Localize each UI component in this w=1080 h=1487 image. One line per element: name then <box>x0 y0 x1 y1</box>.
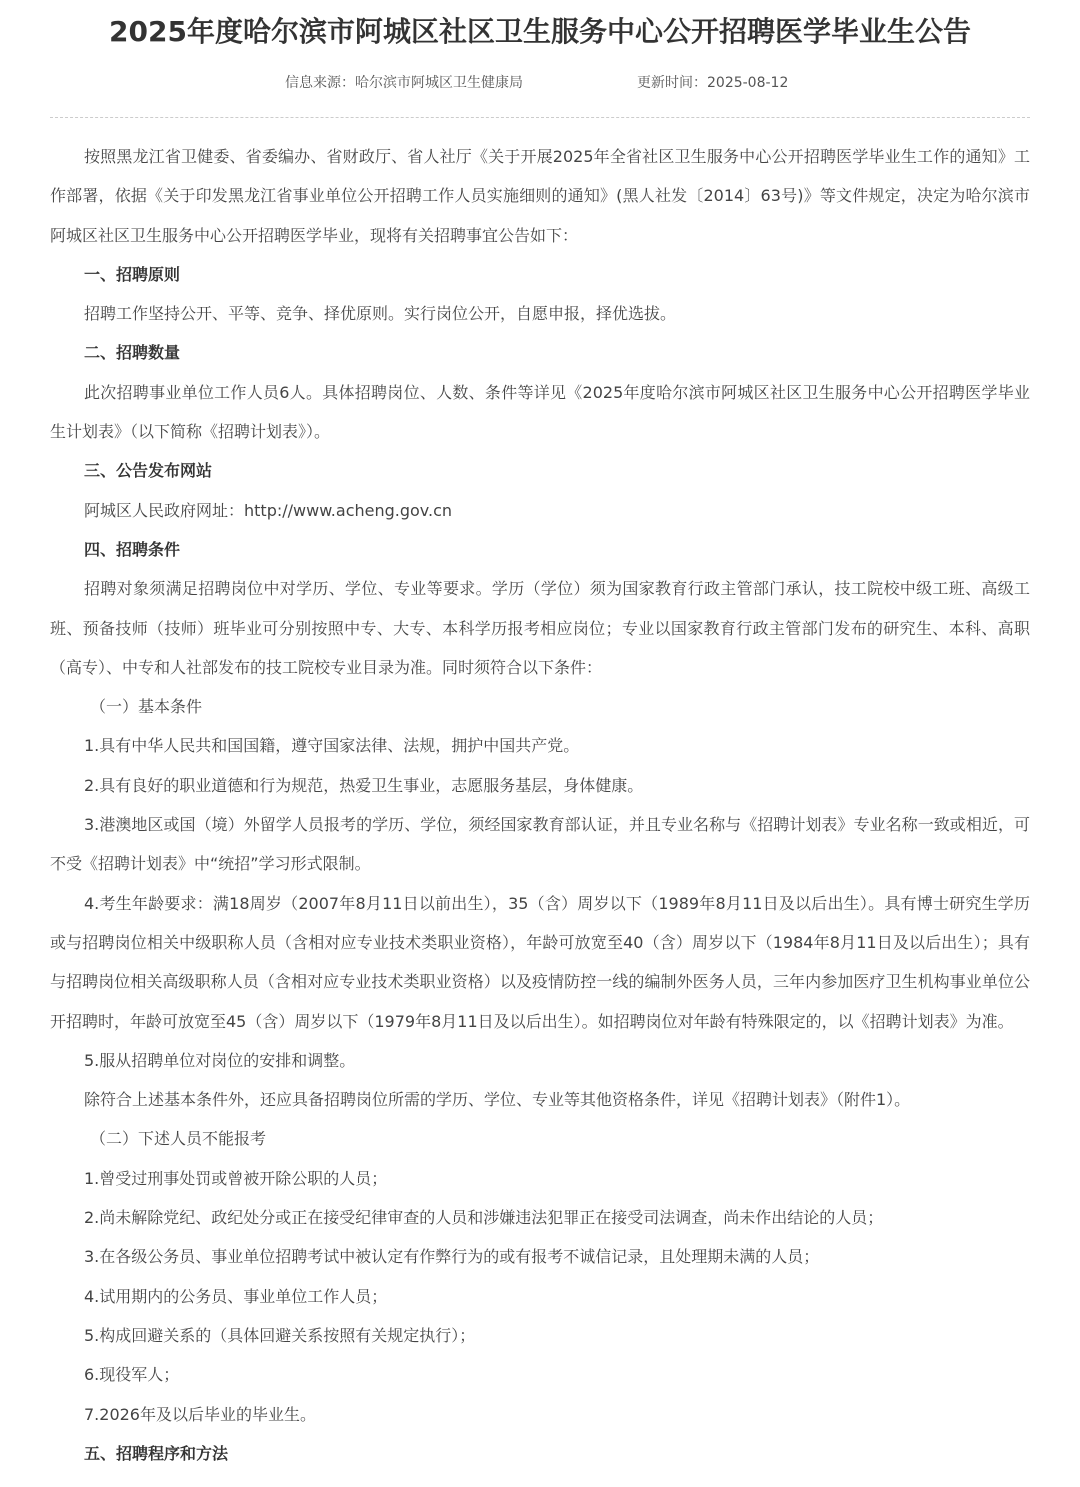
list-item: 4.试用期内的公务员、事业单位工作人员； <box>84 1286 388 1306</box>
intro-paragraph: 按照黑龙江省卫健委、省委编办、省财政厅、省人社厅《关于开展2025年全省社区卫生服务中心公开招聘医学毕业生工作的通知》工作部署，依据《关于印发黑龙江省事业单位公开招聘工作人员实施细则的通知》(黑人社发〔2014〕63号)》等文件规定，决定为哈尔滨市阿城区社区卫生服务中心公开招聘医学毕业，现将有关招聘事宜公告如下： <box>50 147 1030 245</box>
paragraph: 招聘工作坚持公开、平等、竞争、择优原则。实行岗位公开，自愿申报，择优选拔。 <box>84 304 677 324</box>
update-time: 更新时间：2025-08-12 <box>637 75 789 91</box>
article-body <box>50 137 1030 1473</box>
section-heading: 四、招聘条件 <box>84 539 181 559</box>
website-paragraph: 阿城区人民政府网址：http://www.acheng.gov.cn <box>84 500 453 520</box>
list-item: 3.在各级公务员、事业单位招聘考试中被认定有作弊行为的或有报考不诚信记录，且处理期未满的人员； <box>84 1247 820 1267</box>
article-meta <box>0 72 1080 94</box>
list-item: 5.构成回避关系的（具体回避关系按照有关规定执行）； <box>84 1325 476 1345</box>
list-item: 7.2026年及以后毕业的毕业生。 <box>84 1404 316 1424</box>
list-item: 1.曾受过刑事处罚或曾被开除公职的人员； <box>84 1168 388 1188</box>
subsection-heading: （一）基本条件 <box>90 697 203 717</box>
info-source: 信息来源：哈尔滨市阿城区卫生健康局 <box>285 75 523 91</box>
section-heading: 三、公告发布网站 <box>84 461 213 481</box>
subsection-heading: （二）下述人员不能报考 <box>90 1129 267 1149</box>
page-title: 2025年度哈尔滨市阿城区社区卫生服务中心公开招聘医学毕业生公告 <box>109 15 971 48</box>
divider <box>50 117 1030 118</box>
list-item: 5.服从招聘单位对岗位的安排和调整。 <box>84 1050 356 1070</box>
section-heading: 二、招聘数量 <box>84 343 181 363</box>
list-item: 4.考生年龄要求：满18周岁（2007年8月11日以前出生），35（含）周岁以下（1989年8月11日及以后出生）。具有博士研究生学历或与招聘岗位相关中级职称人员（含相对应专业技术类职业资格），年龄可放宽至40（含）周岁以下（1984年8月11日及以后出生）；具有与招聘岗位相关高级职称人员（含相对应专业技术类职业资格）以及疫情防控一线的编制外医务人员，三年内参加医疗卫生机构事业单位公开招聘时，年龄可放宽至45（含）周岁以下（1979年8月11日及以后出生）。如招聘岗位对年龄有特殊限定的，以《招聘计划表》为准。 <box>50 893 1030 1031</box>
paragraph: 此次招聘事业单位工作人员6人。具体招聘岗位、人数、条件等详见《2025年度哈尔滨市阿城区社区卫生服务中心公开招聘医学毕业生计划表》（以下简称《招聘计划表》）。 <box>50 382 1030 442</box>
list-item: 2.具有良好的职业道德和行为规范，热爱卫生事业，志愿服务基层，身体健康。 <box>84 775 644 795</box>
list-item: 6.现役军人； <box>84 1365 180 1385</box>
section-heading: 五、招聘程序和方法 <box>84 1443 229 1463</box>
list-item: 1.具有中华人民共和国国籍，遵守国家法律、法规，拥护中国共产党。 <box>84 736 580 756</box>
paragraph: 招聘对象须满足招聘岗位中对学历、学位、专业等要求。学历（学位）须为国家教育行政主管部门承认，技工院校中级工班、高级工班、预备技师（技师）班毕业可分别按照中专、大专、本科学历报考相应岗位；专业以国家教育行政主管部门发布的研究生、本科、高职（高专）、中专和人社部发布的技工院校专业目录为准。同时须符合以下条件： <box>50 579 1030 677</box>
paragraph: 除符合上述基本条件外，还应具备招聘岗位所需的学历、学位、专业等其他资格条件，详见《招聘计划表》（附件1）。 <box>84 1090 911 1110</box>
section-heading: 一、招聘原则 <box>84 264 181 284</box>
list-item: 2.尚未解除党纪、政纪处分或正在接受纪律审查的人员和涉嫌违法犯罪正在接受司法调查，尚未作出结论的人员； <box>84 1208 884 1228</box>
list-item: 3.港澳地区或国（境）外留学人员报考的学历、学位，须经国家教育部认证，并且专业名称与《招聘计划表》专业名称一致或相近，可不受《招聘计划表》中“统招”学习形式限制。 <box>50 815 1030 874</box>
